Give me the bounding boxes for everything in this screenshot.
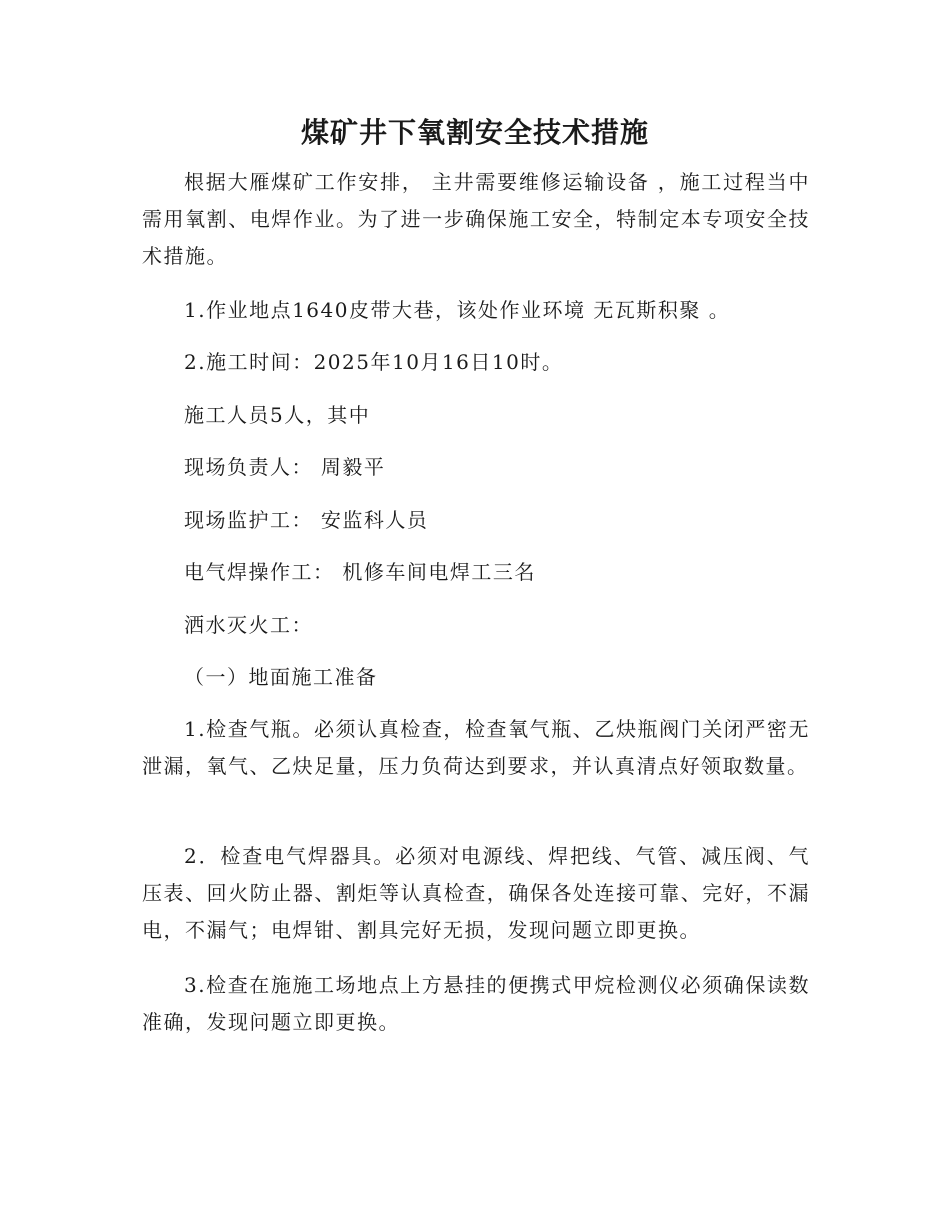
intro-paragraph: 根据大雁煤矿工作安排， 主井需要维修运输设备 ，施工过程当中需用氧割、电焊作业。为了进一步确保施工安全，特制定本专项安全技术措施。 (142, 170, 810, 268)
check-welding-tools-paragraph: 2．检查电气焊器具。必须对电源线、焊把线、气管、减压阀、气压表、回火防止器、割炬等认真检查，确保各处连接可靠、完好，不漏电，不漏气；电焊钳、割具完好无损，发现问题立即更换。 (142, 844, 810, 942)
item-location: 1.作业地点1640皮带大巷，该处作业环境 无瓦斯积聚 。 (184, 298, 731, 322)
item-time: 2.施工时间：2025年10月16日10时。 (184, 350, 564, 374)
site-leader: 现场负责人： 周毅平 (184, 455, 386, 479)
water-fire-worker: 洒水灭火工： (184, 613, 313, 637)
document-title: 煤矿井下氧割安全技术措施 (300, 116, 649, 149)
check-cylinders-paragraph: 1.检查气瓶。必须认真检查，检查氧气瓶、乙炔瓶阀门关闭严密无泄漏，氧气、乙炔足量，压力负荷达到要求，并认真清点好领取数量。 (142, 717, 810, 778)
site-guard: 现场监护工： 安监科人员 (184, 508, 429, 532)
staff-count: 施工人员5人，其中 (184, 403, 371, 427)
check-methane-detector-paragraph: 3.检查在施施工场地点上方悬挂的便携式甲烷检测仪必须确保读数准确，发现问题立即更换。 (142, 973, 810, 1034)
section-heading-ground: （一）地面施工准备 (184, 665, 378, 689)
welder-operator: 电气焊操作工： 机修车间电焊工三名 (184, 560, 536, 584)
